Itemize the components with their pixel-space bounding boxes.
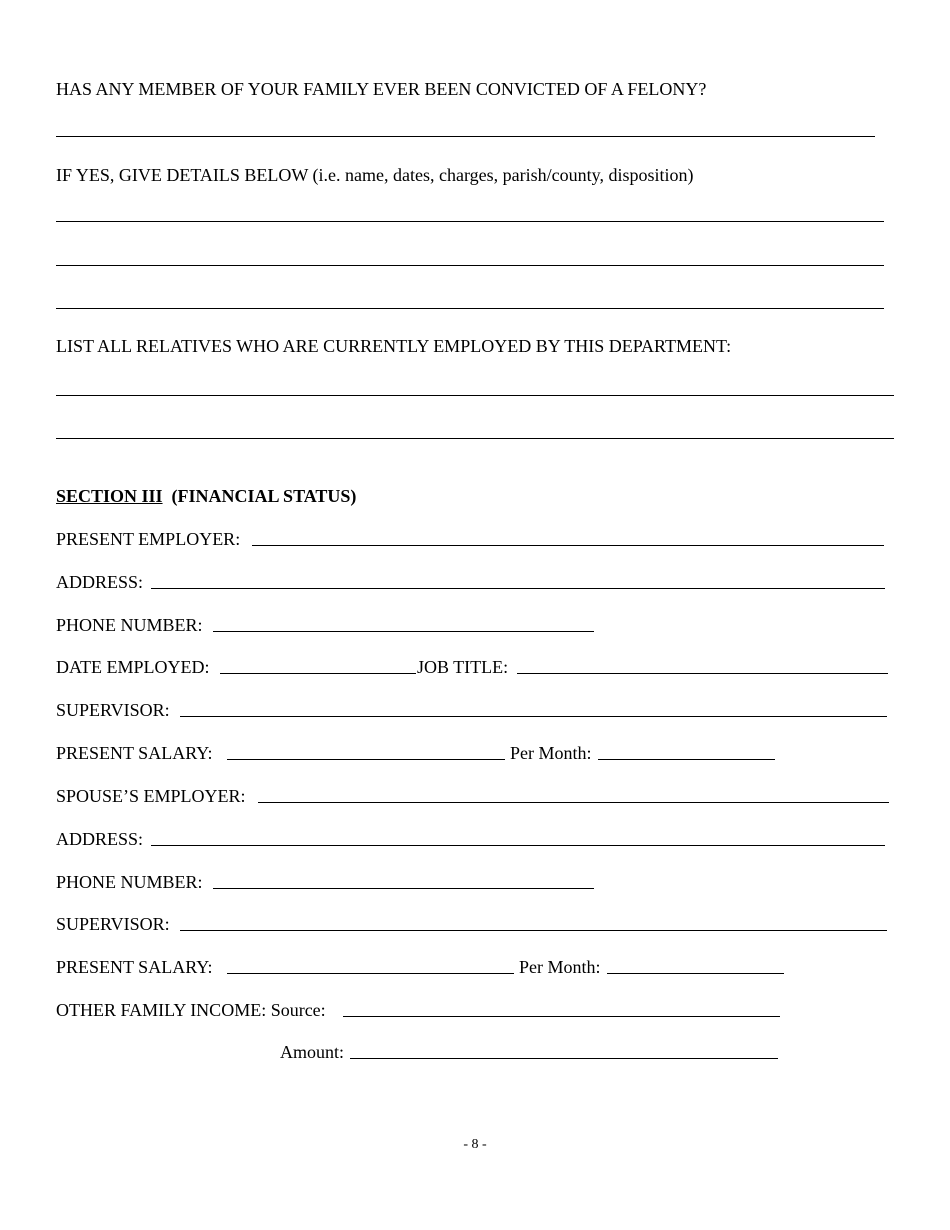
details-line-2[interactable] bbox=[56, 265, 884, 266]
if-yes-hint: (i.e. name, dates, charges, parish/county, disposition) bbox=[312, 165, 694, 185]
spouse-employer-label: SPOUSE’S EMPLOYER: bbox=[56, 786, 246, 806]
job-title-field[interactable] bbox=[517, 673, 888, 674]
section-number: SECTION III bbox=[56, 486, 163, 506]
if-yes-label: IF YES, GIVE DETAILS BELOW bbox=[56, 165, 309, 185]
spouse-salary-field[interactable] bbox=[227, 973, 514, 974]
other-income-amount-field[interactable] bbox=[350, 1058, 778, 1059]
other-income-label: OTHER FAMILY INCOME: Source: bbox=[56, 1000, 326, 1020]
if-yes-question bbox=[56, 166, 693, 184]
phone-field[interactable] bbox=[213, 631, 594, 632]
date-employed-field[interactable] bbox=[220, 673, 416, 674]
per-month-label: Per Month: bbox=[510, 743, 592, 763]
employer-label: PRESENT EMPLOYER: bbox=[56, 529, 241, 549]
page-number: - 8 - bbox=[463, 1137, 487, 1152]
spouse-per-month-field[interactable] bbox=[607, 973, 784, 974]
section-title: (FINANCIAL STATUS) bbox=[171, 486, 357, 506]
date-employed-label: DATE EMPLOYED: bbox=[56, 657, 210, 677]
phone-label: PHONE NUMBER: bbox=[56, 615, 203, 635]
salary-field[interactable] bbox=[227, 759, 505, 760]
other-income-amount-label: Amount: bbox=[280, 1042, 345, 1062]
spouse-per-month-label: Per Month: bbox=[519, 957, 601, 977]
per-month-field[interactable] bbox=[598, 759, 775, 760]
employer-field[interactable] bbox=[252, 545, 884, 546]
address-field[interactable] bbox=[151, 588, 885, 589]
supervisor-label: SUPERVISOR: bbox=[56, 700, 170, 720]
felony-answer-field[interactable] bbox=[56, 136, 875, 137]
relatives-line-1[interactable] bbox=[56, 395, 894, 396]
spouse-supervisor-label: SUPERVISOR: bbox=[56, 914, 170, 934]
spouse-phone-label: PHONE NUMBER: bbox=[56, 872, 203, 892]
spouse-employer-field[interactable] bbox=[258, 802, 889, 803]
address-label: ADDRESS: bbox=[56, 572, 144, 592]
relatives-question: LIST ALL RELATIVES WHO ARE CURRENTLY EMPLOYED BY THIS DEPARTMENT: bbox=[56, 336, 732, 356]
other-income-source-field[interactable] bbox=[343, 1016, 780, 1017]
relatives-line-2[interactable] bbox=[56, 438, 894, 439]
spouse-supervisor-field[interactable] bbox=[180, 930, 887, 931]
spouse-phone-field[interactable] bbox=[213, 888, 594, 889]
details-line-3[interactable] bbox=[56, 308, 884, 309]
job-title-label: JOB TITLE: bbox=[417, 657, 509, 677]
details-line-1[interactable] bbox=[56, 221, 884, 222]
spouse-address-field[interactable] bbox=[151, 845, 885, 846]
spouse-salary-label: PRESENT SALARY: bbox=[56, 957, 213, 977]
supervisor-field[interactable] bbox=[180, 716, 887, 717]
section-heading bbox=[56, 487, 356, 505]
salary-label: PRESENT SALARY: bbox=[56, 743, 213, 763]
felony-question: HAS ANY MEMBER OF YOUR FAMILY EVER BEEN CONVICTED OF A FELONY? bbox=[56, 79, 707, 99]
spouse-address-label: ADDRESS: bbox=[56, 829, 144, 849]
